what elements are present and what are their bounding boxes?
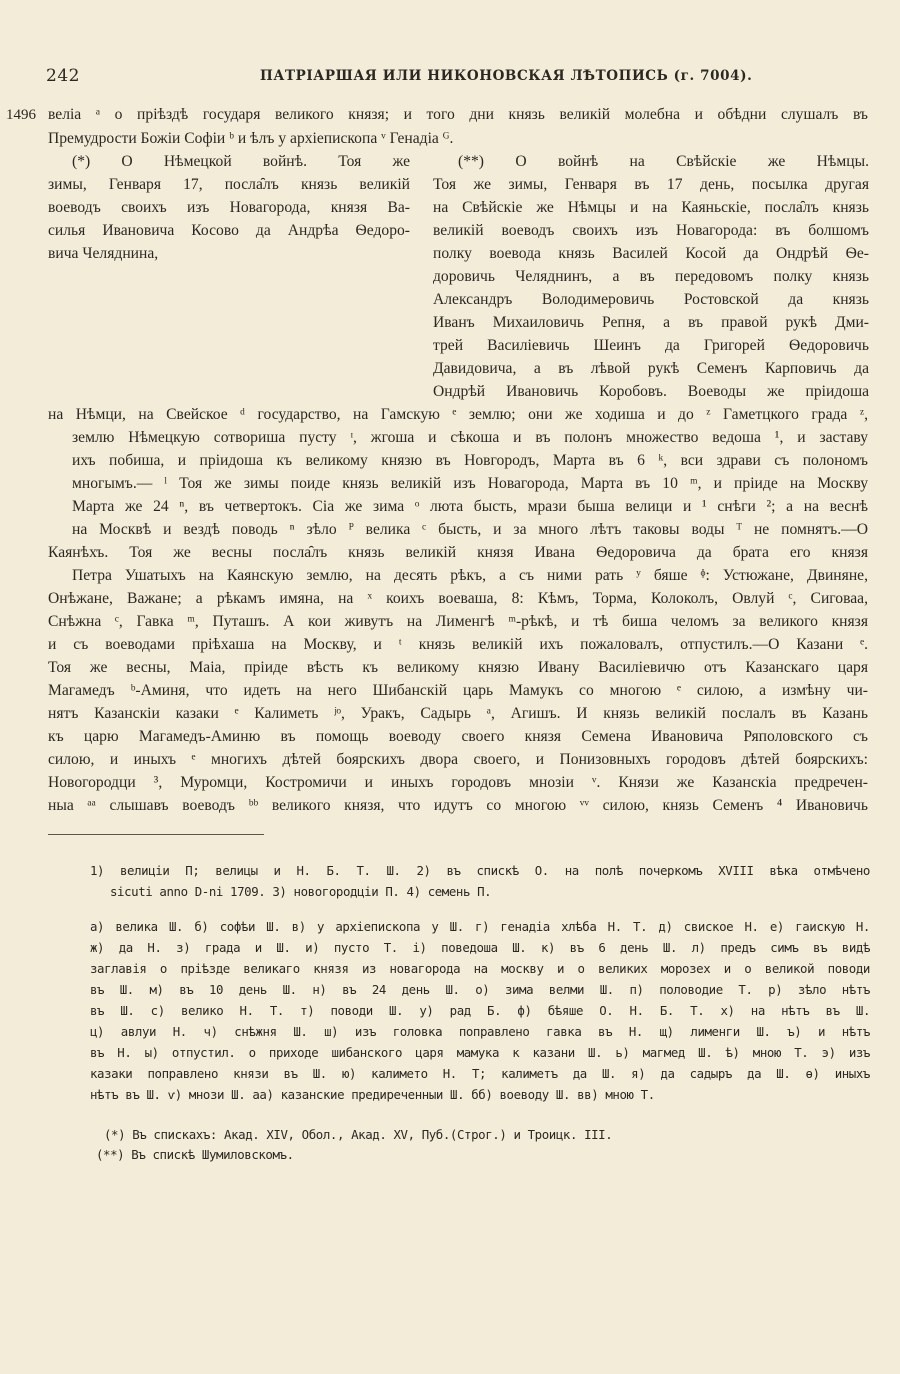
- text-line: Снѣжна ᶜ, Гавка ᵐ, Путашъ. А кои живутъ на Лименгѣ ᵐ-рѣкѣ, и тѣ биша челомъ за великого князя: [48, 613, 868, 630]
- footnote-line: заглавія о пріѣзде великаго князя из новагорода на москву и о великих морозех и о великой поводи: [90, 961, 870, 976]
- text-line: вича Челяднина,: [48, 245, 159, 262]
- text-line: полку воевода князь Василей Косой да Ондрѣй Ѳе-: [433, 245, 869, 262]
- page-number: 242: [46, 66, 80, 86]
- running-head: ПАТРІАРШАЯ ИЛИ НИКОНОВСКАЯ ЛѢТОПИСЬ (г. 7004).: [260, 68, 753, 84]
- text-line: силья Ивановича Косово да Андрѣа Ѳедоро-: [48, 222, 410, 239]
- text-line: воеводъ своихъ изъ Новагорода, князя Ва-: [48, 199, 410, 216]
- text-line: Ондрѣй Ивановичь Коробовъ. Воеводы же пріидоша: [433, 383, 869, 400]
- text-line: Давидовича, а въ лѣвой рукѣ Семенъ Карповичь да: [433, 360, 869, 377]
- footnote-line: въ Ш. с) велико Н. Т. т) поводи Ш. у) рад Б. ф) бѣяше О. Н. Б. Т. х) на нѣтъ въ Ш.: [90, 1003, 870, 1018]
- text-line: на Москвѣ и вездѣ поводь ⁿ зѣло ᴾ велика ᶜ бысть, и за много лѣтъ таковы воды ᵀ не помнятъ.—О: [72, 521, 868, 538]
- text-line: нятъ Казанскіи казаки ᵉ Калиметь ʲᵒ, Уракъ, Садырь ᵃ, Агишъ. И князь великій послалъ въ Казань: [48, 705, 868, 722]
- text-line: землю Нѣмецкую сотвориша пусту ᶦ, жгоша и сѣкоша и въ полонъ множество ведоша ¹, и заставу: [72, 429, 868, 446]
- text-line: Тоя же весны, Маіа, пріиде вѣсть къ великому князю Ивану Василіевичю отъ Казанскаго царя: [48, 659, 868, 676]
- text-line: великій воеводъ своихъ изъ Новагорода: въ болшомъ: [433, 222, 869, 239]
- footnote-line: (**) Въ спискѣ Шумиловскомъ.: [96, 1147, 294, 1162]
- footnote-line: въ Ш. м) въ 10 день Ш. н) въ 24 день Ш. о) зима велми Ш. п) половодие Т. р) зѣло нѣтъ: [90, 982, 870, 997]
- text-line: Иванъ Михаиловичь Репня, а въ правой рукѣ Дми-: [433, 314, 869, 331]
- text-line: Онѣжане, Важане; а рѣкамъ имяна, на ˣ коихъ воеваша, 8: Кѣмъ, Торма, Колоколъ, Овлуй ᶜ, Сиговаа,: [48, 590, 868, 607]
- text-line: на Нѣмци, на Свейское ᵈ государство, на Гамскую ᵉ землю; они же ходиша и до ᶻ Гаметцкого града ᶻ,: [48, 406, 868, 423]
- footnote-line: въ Н. ы) отпустил. о приходе шибанского царя мамука к казани Ш. ь) магмед Ш. ѣ) мною Т. э) изъ: [90, 1045, 870, 1060]
- text-line: Новогородци ³, Муромци, Костромичи и иныхъ городовъ мнозіи ᵛ. Князи же Казанскіа предречен-: [48, 774, 868, 791]
- text-line: Магамедъ ᵇ-Аминя, что идеть на него Шибанскій царь Мамукъ со многою ᵉ силою, а измѣну чи-: [48, 682, 868, 699]
- text-line: Петра Ушатыхъ на Каянскую землю, на десять рѣкъ, а съ ними рать ʸ бяше ᶲ: Устюжане, Двиняне,: [72, 567, 868, 584]
- footnote-line: ц) авлуи Н. ч) снѣжня Ш. ш) изъ головка поправлено гавка въ Н. щ) лименги Ш. ъ) и нѣтъ: [90, 1024, 870, 1039]
- text-line: трей Василіевичь Шеинъ да Григорей Ѳедоровичь: [433, 337, 869, 354]
- footnote-line: нѣтъ въ Ш. ѵ) мнози Ш. аа) казанские предиреченныи Ш. бб) воеводу Ш. вв) мною Т.: [90, 1087, 655, 1102]
- text-line: зимы, Генваря 17, посла̑лъ князь великій: [48, 176, 410, 193]
- text-line: многымъ.— ˡ Тоя же зимы поиде князь великій изъ Новагорода, Марта въ 10 ᵐ, и пріиде на Москву: [72, 475, 868, 492]
- footnote-line: а) велика Ш. б) софѣи Ш. в) у архіепископа у Ш. г) генадіа хлѣба Н. Т. д) свиское Н. е) гаискую Н.: [90, 919, 870, 934]
- text-line: Александръ Володимеровичь Ростовской да князь: [433, 291, 869, 308]
- footnote-line: sicuti anno D-ni 1709. 3) новогородціи П. 4) семень П.: [110, 884, 492, 899]
- text-line: доровичь Челяднинъ, а въ передовомъ полку князь: [433, 268, 869, 285]
- page-header: [46, 66, 858, 90]
- footnote-divider: [48, 834, 264, 835]
- year-marker: 1496: [6, 107, 36, 123]
- text-line: и съ воеводами пріѣхаша на Москву, и ᵗ князь великій ихъ пожаловалъ, отпустилъ.—О Казани ᵉ.: [48, 636, 868, 653]
- footnote-line: казаки поправлено князи въ Ш. ю) калимето Н. Т; калиметъ да Ш. я) да садыръ да Ш. ѳ) иныхъ: [90, 1066, 870, 1081]
- right-column-heading: (**) О войнѣ на Свѣйскіе же Нѣмцы.: [458, 153, 869, 170]
- text-line: веліа ᵃ о пріѣздѣ государя великого князя; и того дни князь великій молебна и обѣдни слушалъ въ: [48, 106, 868, 123]
- left-column-heading: (*) О Нѣмецкой войнѣ. Тоя же: [72, 153, 410, 170]
- footnote-line: ж) да Н. з) града и Ш. и) пусто Т. і) поведоша Ш. к) въ 6 день Ш. л) предъ симъ въ видѣ: [90, 940, 870, 955]
- text-line: Каянѣхъ. Тоя же весны посла̑лъ князь великій князя Ивана Ѳедоровича да брата его князя: [48, 544, 868, 561]
- text-line: Тоя же зимы, Генваря въ 17 день, посылка другая: [433, 176, 869, 193]
- text-line: Марта же 24 ⁿ, въ четвертокъ. Сіа же зима ᵒ люта бысть, мрази быша велици и ¹ снѣги ²; а на веснѣ: [72, 498, 868, 515]
- text-line: ихъ побиша, и пріидоша къ великому князю въ Новгородъ, Марта въ 6 ᵏ, вси здрави съ полономъ: [72, 452, 868, 469]
- text-line: къ царю Магамедъ-Аминю въ помощь воеводу своего князя Семена Ивановича Ряполовского съ: [48, 728, 868, 745]
- footnote-line: 1) велиціи П; велицы и Н. Б. Т. Ш. 2) въ спискѣ О. на полѣ почеркомъ XVIII вѣка отмѣчено: [90, 863, 870, 878]
- text-line: на Свѣйскіе же Нѣмцы и на Каяньскіе, посла̑лъ князь: [433, 199, 869, 216]
- footnote-line: (*) Въ спискахъ: Акад. XIV, Обол., Акад. XV, Пуб.(Строг.) и Троицк. III.: [104, 1127, 613, 1142]
- text-line: Премудрости Божіи Софіи ᵇ и ѣлъ у архіепископа ᵛ Генадіа ᴳ.: [48, 130, 454, 147]
- text-line: силою, и иныхъ ᵉ многихъ дѣтей боярскихъ двора своего, и Понизовныхъ городовъ дѣтей боярскихъ:: [48, 751, 868, 768]
- text-line: ныа ᵃᵃ слышавъ воеводъ ᵇᵇ великого князя, что идутъ со многою ᵛᵛ силою, князь Семенъ ⁴ Ивановичь: [48, 797, 868, 814]
